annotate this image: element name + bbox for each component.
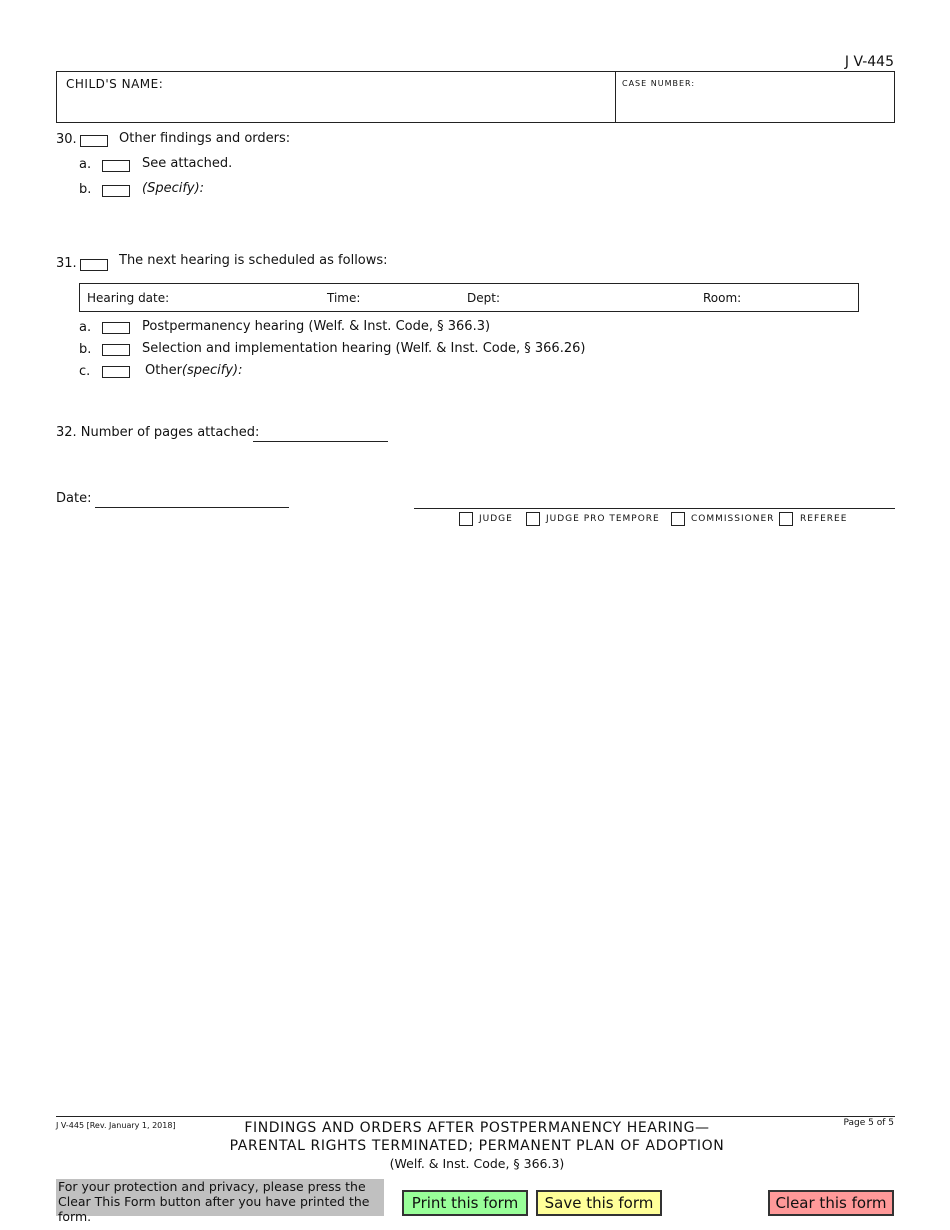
item31-checkbox[interactable] — [80, 259, 108, 271]
item31-label: The next hearing is scheduled as follows: — [119, 253, 388, 268]
item30-checkbox[interactable] — [80, 135, 108, 147]
room-field[interactable] — [750, 287, 850, 309]
footer-divider — [56, 1116, 895, 1117]
item31-a-label: Postpermanency hearing (Welf. & Inst. Code, § 366.3) — [142, 319, 491, 334]
item31-c-label — [145, 363, 243, 378]
item31-c-checkbox[interactable] — [102, 366, 130, 378]
dept-label: Dept: — [467, 291, 500, 305]
commissioner-checkbox[interactable] — [671, 512, 685, 526]
item31-b-label: Selection and implementation hearing (Welf. & Inst. Code, § 366.26) — [142, 341, 586, 356]
hearing-details-box — [79, 283, 859, 312]
room-label: Room: — [703, 291, 742, 305]
item30-a-letter: a. — [79, 157, 92, 172]
footer-page: Page 5 of 5 — [843, 1118, 894, 1128]
item32-label: 32. Number of pages attached: — [56, 425, 260, 440]
item30-specify-field[interactable] — [210, 178, 890, 228]
clear-form-button[interactable]: Clear this form — [768, 1190, 894, 1216]
item30-b-label: (Specify): — [142, 181, 205, 196]
commissioner-label: COMMISSIONER — [691, 514, 775, 524]
time-label: Time: — [327, 291, 361, 305]
case-number-field[interactable] — [616, 72, 894, 122]
item31-c-other: Other — [145, 363, 182, 378]
footer-title-line3: (Welf. & Inst. Code, § 366.3) — [389, 1156, 565, 1171]
case-number-label: CASE NUMBER: — [622, 79, 696, 88]
item30-b-letter: b. — [79, 182, 92, 197]
referee-checkbox[interactable] — [779, 512, 793, 526]
print-form-button[interactable]: Print this form — [402, 1190, 528, 1216]
judge-checkbox[interactable] — [459, 512, 473, 526]
save-form-button[interactable]: Save this form — [536, 1190, 662, 1216]
item31-c-specify-field[interactable] — [240, 360, 890, 382]
footer-revision: J V-445 [Rev. January 1, 2018] — [56, 1121, 176, 1130]
time-field[interactable] — [365, 287, 460, 309]
dept-field[interactable] — [505, 287, 695, 309]
item30-a-label: See attached. — [142, 156, 233, 171]
referee-label: REFEREE — [800, 514, 848, 524]
privacy-note: For your protection and privacy, please press the Clear This Form button after you have printed the form. — [56, 1179, 384, 1216]
hearing-date-field[interactable] — [175, 287, 315, 309]
signature-line[interactable] — [414, 508, 895, 509]
hearing-date-label: Hearing date: — [87, 291, 170, 305]
footer-title-line1: FINDINGS AND ORDERS AFTER POSTPERMANENCY HEARING— — [244, 1120, 710, 1136]
item31-b-letter: b. — [79, 342, 92, 357]
header-box — [56, 71, 895, 123]
item30-label: Other findings and orders: — [119, 131, 291, 146]
item31-a-checkbox[interactable] — [102, 322, 130, 334]
child-name-field[interactable] — [57, 72, 616, 122]
judge-pro-tempore-checkbox[interactable] — [526, 512, 540, 526]
date-label: Date: — [56, 491, 92, 506]
footer-title-line2: PARENTAL RIGHTS TERMINATED; PERMANENT PLAN OF ADOPTION — [229, 1138, 725, 1154]
item30-b-checkbox[interactable] — [102, 185, 130, 197]
judge-label: JUDGE — [479, 514, 513, 524]
footer-title — [180, 1119, 774, 1173]
child-name-label: CHILD'S NAME: — [66, 77, 164, 91]
item31-number: 31. — [56, 256, 77, 271]
item30-a-checkbox[interactable] — [102, 160, 130, 172]
judge-pro-tempore-label: JUDGE PRO TEMPORE — [546, 514, 660, 524]
form-id: J V-445 — [844, 54, 894, 70]
item31-b-checkbox[interactable] — [102, 344, 130, 356]
item31-a-letter: a. — [79, 320, 92, 335]
pages-attached-field[interactable] — [253, 441, 388, 442]
item31-c-letter: c. — [79, 364, 91, 379]
item31-c-specify: (specify): — [181, 363, 243, 378]
item30-number: 30. — [56, 132, 77, 147]
date-field[interactable] — [95, 507, 289, 508]
